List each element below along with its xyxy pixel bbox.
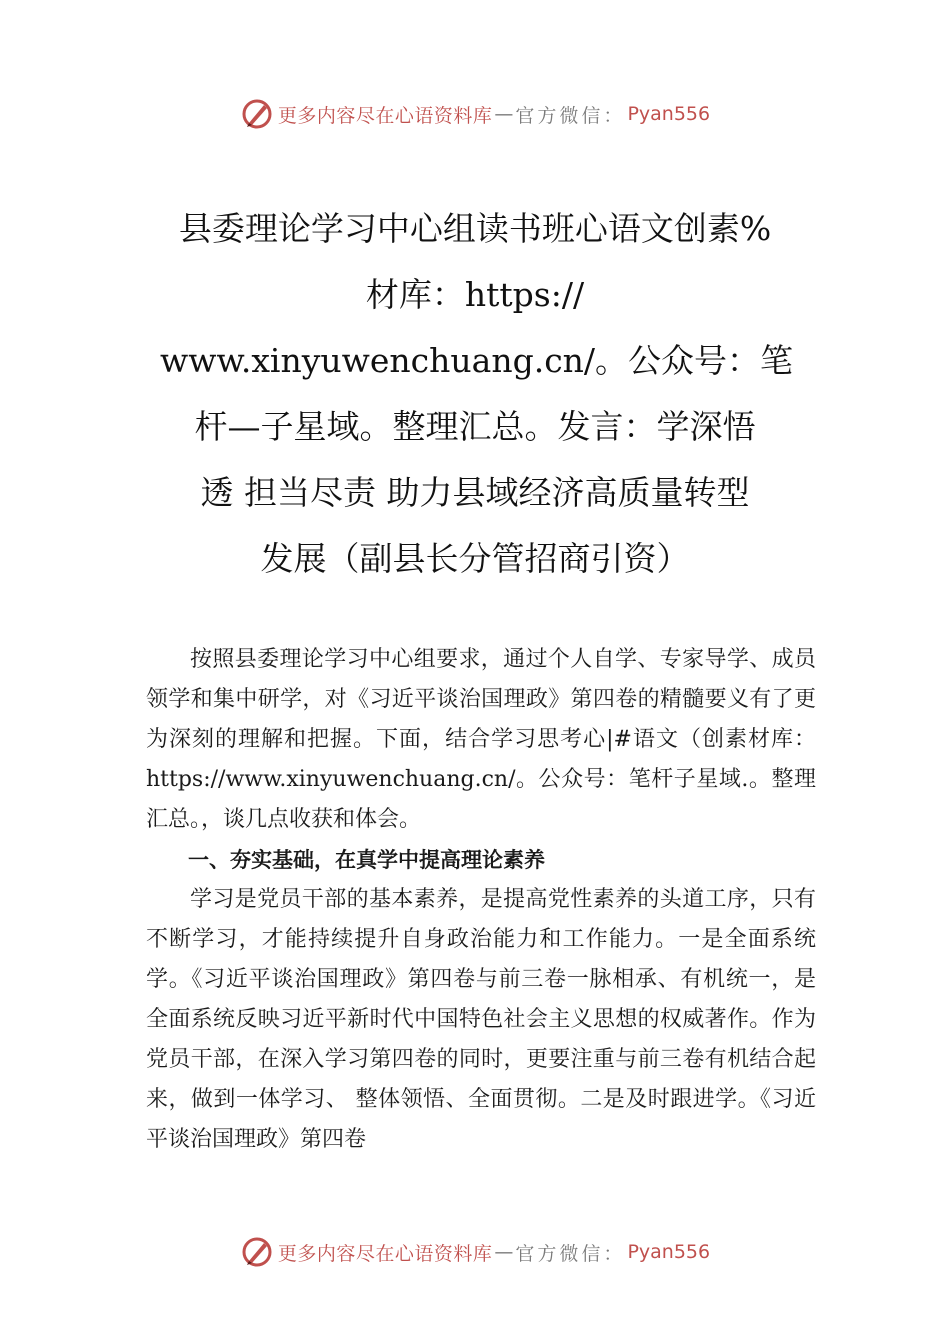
document-title [160, 196, 794, 592]
title-line: 县委理论学习中心组读书班心语文创素% [178, 209, 772, 248]
banner-dash: — [494, 1241, 514, 1263]
title-line: www.xinyuwenchuang.cn/。公众号：笔 [160, 341, 794, 380]
banner-text: 更多内容尽在心语资料库 [277, 104, 493, 127]
footer-banner [0, 1232, 950, 1272]
banner-text: 更多内容尽在心语资料库 [277, 1242, 493, 1265]
banner-wechat-id: Pyan556 [627, 1241, 711, 1263]
title-line: 发展（副县长分管招商引资） [260, 539, 690, 578]
document-body [146, 640, 816, 1160]
title-line: 材库：https:// [365, 275, 585, 314]
header-banner [0, 94, 950, 134]
banner-dash: — [494, 103, 514, 125]
banner-wechat-label: 官方微信： [515, 1242, 626, 1265]
pen-logo-icon [240, 97, 274, 131]
banner-wechat-label: 官方微信： [515, 104, 626, 127]
title-line: 透 担当尽责 助力县域经济高质量转型 [200, 473, 750, 512]
banner-wechat-id: Pyan556 [627, 103, 711, 125]
body-paragraph: 学习是党员干部的基本素养，是提高党性素养的头道工序，只有不断学习，才能持续提升自身政治能力和工作能力。一是全面系统学。《习近平谈治国理政》第四卷与前三卷一脉相承、有机统一，是全面系统反映习近平新时代中国特色社会主义思想的权威著作。作为党员干部，在深入学习第四卷的同时，更要注重与前三卷有机结合起来，做到一体学习、 整体领悟、全面贯彻。二是及时跟进学。《习近平谈治国理政》第四卷 [146, 887, 816, 1152]
pen-logo-icon [240, 1235, 274, 1269]
title-line: 杆—子星域。整理汇总。发言：学深悟 [194, 407, 756, 446]
intro-paragraph: 按照县委理论学习中心组要求，通过个人自学、专家导学、成员领学和集中研学，对《习近平谈治国理政》第四卷的精髓要义有了更为深刻的理解和把握。下面，结合学习思考心|#语文（创素材库：https://www.xinyuwenchuang.cn/。公众号：笔杆子星域.。整理汇总。，谈几点收获和体会。 [146, 647, 816, 832]
section-heading: 一、夯实基础，在真学中提高理论素养 [188, 848, 545, 872]
